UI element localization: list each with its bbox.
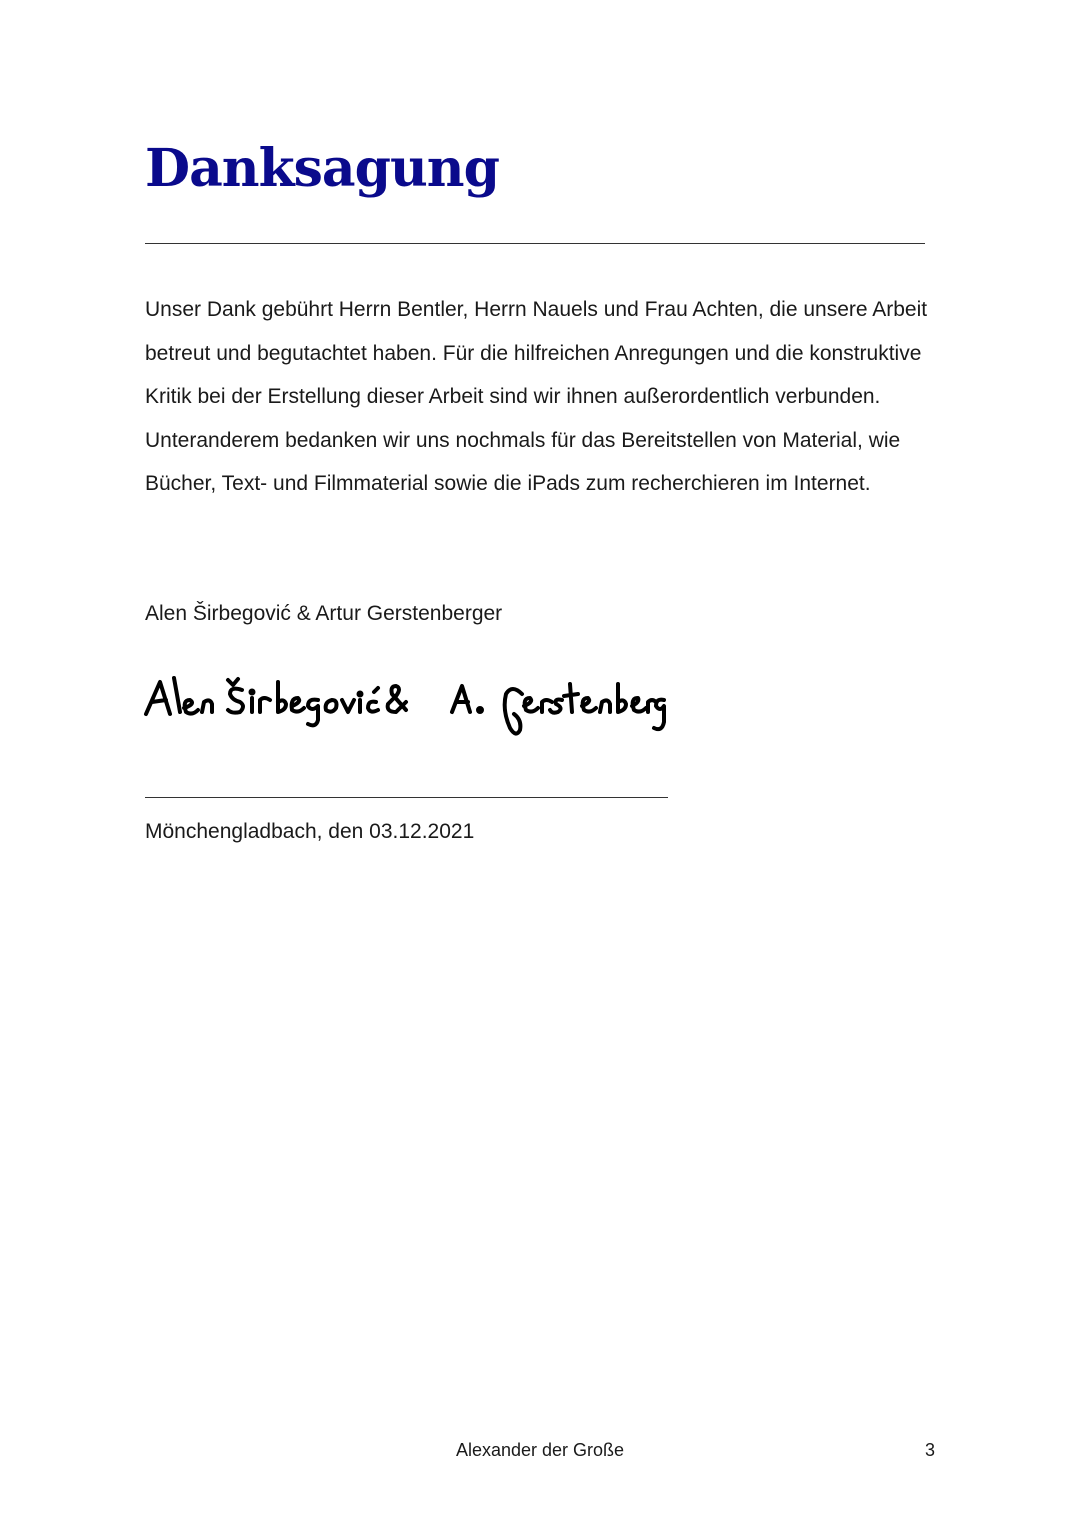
footer-document-title: Alexander der Große — [455, 1440, 625, 1460]
page-number: 3 — [924, 1440, 935, 1460]
handwritten-signature — [140, 670, 670, 750]
page-title: Danksagung — [145, 138, 499, 199]
signature-line — [145, 797, 668, 798]
place-and-date: Mönchengladbach, den 03.12.2021 — [145, 820, 475, 843]
authors-line: Alen Širbegović & Artur Gerstenberger — [145, 602, 503, 625]
title-divider — [145, 243, 925, 244]
acknowledgement-paragraph: Unser Dank gebührt Herrn Bentler, Herrn Nauels und Frau Achten, die unsere Arbeit betreut und begutachtet haben. Für die hilfreichen Anregungen und die konstruktive Kritik bei der Erstellung dieser Arbeit sind wir ihnen außerordentlich verbunden. Unteranderem bedanken wir uns nochmals für das Bereitstellen von Material, wie Bücher, Text- und Filmmaterial sowie die iPads zum recherchieren im Internet. — [145, 298, 928, 496]
